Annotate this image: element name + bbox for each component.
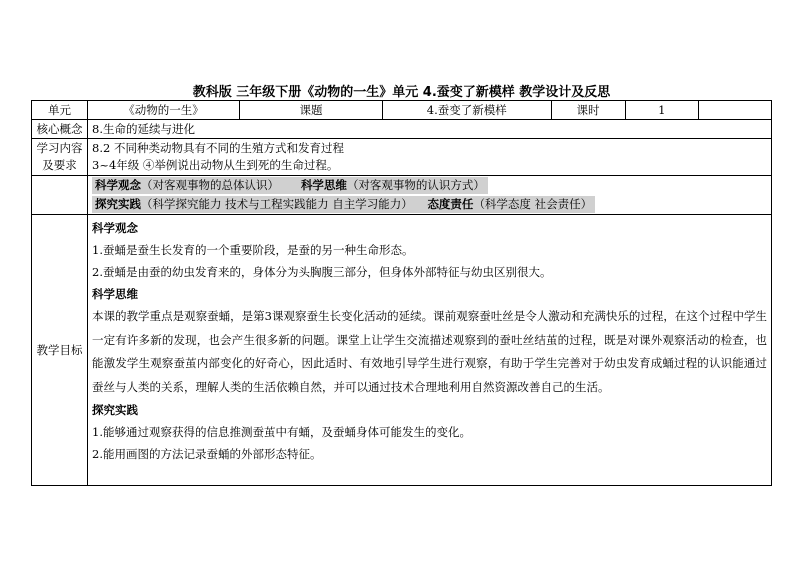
lesson-period-subtable	[383, 101, 698, 119]
header-spacer	[699, 101, 772, 120]
concept-desc: （对客观事物的总体认识）	[141, 178, 279, 192]
core-concept-value: 8.生命的延续与进化	[88, 120, 772, 139]
concept-item-2: 2.蚕蛹是由蚕的幼虫发育来的，身体分为头胸腹三部分，但身体外部特征与幼虫区别很大。	[92, 265, 552, 279]
practice-item-1: 1.能够通过观察获得的信息推测蚕茧中有蛹，及蚕蛹身体可能发生的变化。	[92, 425, 471, 439]
goals-content	[88, 215, 772, 486]
literacy-line-1	[92, 177, 488, 194]
concept-term: 科学观念	[95, 178, 141, 192]
practice-desc: （科学探究能力 技术与工程实践能力 自主学习能力）	[141, 197, 413, 211]
practice-heading: 探究实践	[92, 403, 138, 417]
document-title: 教科版 三年级下册《动物的一生》单元 4.蚕变了新模样 教学设计及反思	[192, 84, 611, 100]
practice-item-2: 2.能用画图的方法记录蚕蛹的外部形态特征。	[92, 447, 322, 461]
study-label-line1: 学习内容	[36, 141, 83, 155]
literacy-label-empty	[32, 176, 88, 215]
period-value: 1	[658, 103, 666, 117]
thinking-heading: 科学思维	[92, 287, 138, 301]
study-line-2: 3~4年级 ④举例说出动物从生到死的生命过程。	[92, 158, 339, 172]
period-label: 课时	[551, 101, 625, 119]
core-concept-label: 核心概念	[32, 120, 88, 139]
study-label	[32, 139, 88, 176]
literacy-content	[88, 176, 772, 215]
lesson-plan-sheet	[31, 80, 771, 486]
lesson-plan-table	[31, 80, 772, 486]
lesson-period-cell	[383, 101, 699, 120]
attitude-term: 态度责任	[427, 197, 474, 211]
thinking-term: 科学思维	[300, 178, 347, 192]
study-label-line2: 及要求	[42, 158, 77, 172]
practice-term: 探究实践	[95, 197, 141, 211]
thinking-paragraph: 本课的教学重点是观察蚕蛹，是第3课观察蚕生长变化活动的延续。课前观察蚕吐丝是令人激动和充满快乐的过程，在这个过程中学生一定有许多新的发现，也会产生很多新的问题。课堂上让学生交流描述观察到的蚕吐丝结茧的过程，既是对课外观察活动的检查，也能激发学生观察蚕茧内部变化的好奇心，因此适时、有效地引导学生进行观察，有助于学生完善对于幼虫发育成蛹过程的认识能通过蚕丝与人类的关系，理解人类的生活依赖自然，并可以通过技术合理地利用自然资源改善自己的生活。	[92, 309, 768, 394]
unit-label: 单元	[32, 101, 88, 120]
study-content	[88, 139, 772, 176]
concept-item-1: 1.蚕蛹是蚕生长发育的一个重要阶段，是蚕的另一种生命形态。	[92, 243, 414, 257]
lesson-value: 4.蚕变了新模样	[383, 101, 551, 119]
lesson-label: 课题	[240, 101, 383, 120]
thinking-desc: （对客观事物的认识方式）	[346, 178, 485, 192]
literacy-line-2	[92, 196, 595, 213]
goals-label: 教学目标	[32, 215, 88, 486]
unit-value: 《动物的一生》	[88, 101, 240, 120]
attitude-desc: （科学态度 社会责任）	[473, 197, 593, 211]
study-line-1: 8.2 不同种类动物具有不同的生殖方式和发育过程	[92, 141, 344, 155]
concept-heading: 科学观念	[92, 221, 138, 235]
